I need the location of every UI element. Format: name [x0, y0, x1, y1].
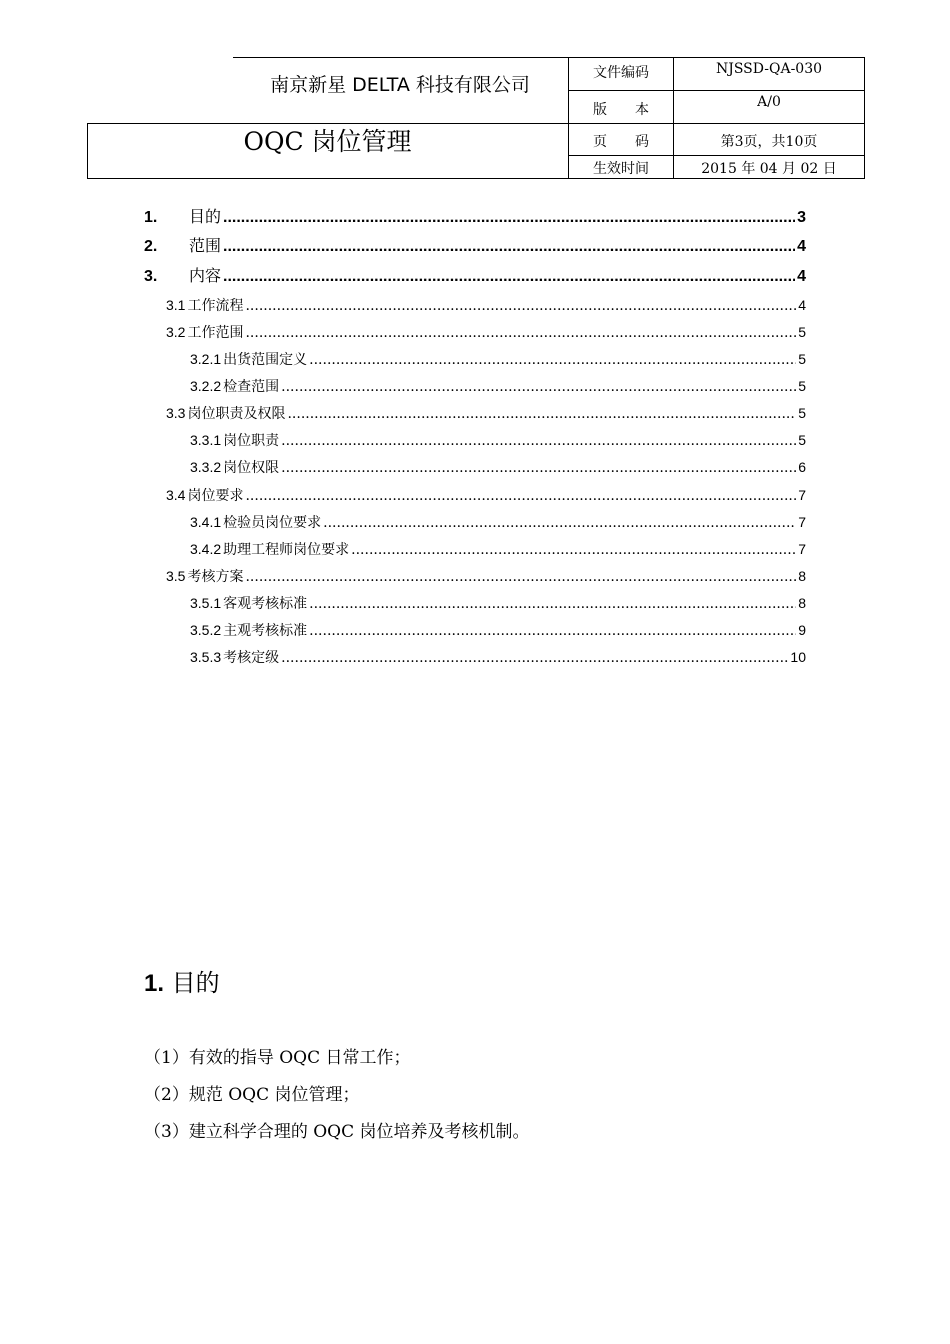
paragraph: （2）规范 OQC 岗位管理； — [144, 1085, 360, 1105]
toc-title: 考核方案 — [187, 569, 244, 585]
header-label: 页 码 — [593, 134, 649, 150]
header-rule — [233, 57, 865, 58]
document-title: OQC 岗位管理 — [243, 127, 412, 156]
toc-page: 7 — [798, 541, 806, 557]
section-title: 目的 — [171, 969, 220, 997]
toc-title: 岗位权限 — [223, 460, 280, 476]
paragraph: （1）有效的指导 OQC 日常工作； — [144, 1048, 411, 1068]
toc-entry[interactable] — [190, 593, 806, 613]
toc-leader — [287, 406, 796, 422]
toc-entry[interactable] — [144, 233, 806, 256]
header-value: A/0 — [757, 94, 781, 110]
toc-entry[interactable] — [190, 512, 806, 532]
toc-page: 10 — [790, 649, 806, 665]
header-value: 第3页，共10页 — [720, 134, 818, 150]
toc-leader — [309, 352, 796, 368]
toc-number: 3.2 — [166, 324, 186, 340]
toc-leader — [223, 268, 795, 286]
toc-leader — [245, 325, 796, 341]
toc-entry[interactable] — [166, 295, 806, 315]
toc-leader — [281, 379, 796, 395]
toc-number: 3.5.1 — [190, 595, 222, 611]
toc-title: 内容 — [189, 266, 222, 285]
toc-entry[interactable] — [166, 403, 806, 423]
toc-leader — [351, 542, 796, 558]
toc-entry[interactable] — [166, 485, 806, 505]
section-heading — [144, 963, 220, 998]
toc-page: 4 — [798, 297, 806, 313]
toc-title: 目的 — [189, 207, 222, 226]
toc-page: 7 — [798, 514, 806, 530]
toc-title: 工作范围 — [187, 325, 244, 341]
toc-page: 4 — [797, 238, 806, 255]
toc-page: 5 — [798, 432, 806, 448]
header-rule — [568, 90, 865, 91]
toc-number: 3.2.1 — [190, 351, 222, 367]
toc-entry[interactable] — [190, 457, 806, 477]
toc-title: 考核定级 — [223, 650, 280, 666]
toc-page: 5 — [798, 351, 806, 367]
toc-number: 3.4.2 — [190, 541, 222, 557]
toc-page: 5 — [798, 378, 806, 394]
toc-entry[interactable] — [144, 204, 806, 227]
toc-entry[interactable] — [190, 349, 806, 369]
toc-number: 3.5.3 — [190, 649, 222, 665]
toc-page: 8 — [798, 568, 806, 584]
header-rule — [864, 57, 865, 179]
toc-leader — [245, 569, 796, 585]
toc-page: 8 — [798, 595, 806, 611]
toc-page: 5 — [798, 405, 806, 421]
toc-page: 9 — [798, 622, 806, 638]
toc-number: 3.5.2 — [190, 622, 222, 638]
toc-title: 助理工程师岗位要求 — [223, 542, 350, 558]
toc-title: 范围 — [189, 236, 222, 255]
toc-title: 主观考核标准 — [223, 623, 308, 639]
header-rule — [568, 155, 865, 156]
toc-entry[interactable] — [190, 620, 806, 640]
toc-title: 检查范围 — [223, 379, 280, 395]
toc-leader — [281, 650, 788, 666]
toc-number: 3.3.2 — [190, 459, 222, 475]
header-value: NJSSD-QA-030 — [715, 61, 823, 77]
toc-page: 6 — [798, 459, 806, 475]
toc-number: 3.4.1 — [190, 514, 222, 530]
header-label: 版 本 — [593, 102, 649, 118]
toc-leader — [281, 460, 796, 476]
toc-number: 3.4 — [166, 487, 186, 503]
toc-entry[interactable] — [190, 376, 806, 396]
toc-page: 5 — [798, 324, 806, 340]
header-label: 生效时间 — [593, 161, 649, 177]
toc-entry[interactable] — [166, 566, 806, 586]
header-rule — [87, 178, 865, 179]
toc-title: 工作流程 — [187, 298, 244, 314]
toc-page: 7 — [798, 487, 806, 503]
toc-entry[interactable] — [190, 647, 806, 667]
toc-title: 岗位职责及权限 — [187, 406, 286, 422]
header-label: 文件编码 — [593, 65, 649, 81]
toc-entry[interactable] — [190, 430, 806, 450]
toc-leader — [309, 623, 796, 639]
toc-page: 3 — [797, 209, 806, 226]
toc-title: 检验员岗位要求 — [223, 515, 322, 531]
toc-title: 客观考核标准 — [223, 596, 308, 612]
toc-title: 岗位要求 — [187, 488, 244, 504]
toc-entry[interactable] — [144, 263, 806, 286]
toc-entry[interactable] — [190, 539, 806, 559]
toc-leader — [223, 209, 795, 227]
toc-title: 岗位职责 — [223, 433, 280, 449]
toc-entry[interactable] — [166, 322, 806, 342]
toc-number: 3.3.1 — [190, 432, 222, 448]
toc-leader — [223, 238, 795, 256]
section-number: 1. — [144, 970, 165, 997]
toc-leader — [281, 433, 796, 449]
toc-number: 3. — [144, 268, 158, 285]
toc-number: 2. — [144, 238, 158, 255]
header-value: 2015 年 04 月 02 日 — [701, 161, 837, 177]
toc-leader — [245, 488, 796, 504]
toc-page: 4 — [797, 268, 806, 285]
toc-number: 3.3 — [166, 405, 186, 421]
company-name: 南京新星 DELTA 科技有限公司 — [270, 74, 530, 96]
toc-title: 出货范围定义 — [223, 352, 308, 368]
paragraph: （3）建立科学合理的 OQC 岗位培养及考核机制。 — [144, 1122, 530, 1142]
toc-number: 3.5 — [166, 568, 186, 584]
toc-leader — [245, 298, 796, 314]
toc-number: 1. — [144, 209, 158, 226]
toc-number: 3.2.2 — [190, 378, 222, 394]
toc-leader — [309, 596, 796, 612]
toc-number: 3.1 — [166, 297, 186, 313]
toc-leader — [323, 515, 796, 531]
